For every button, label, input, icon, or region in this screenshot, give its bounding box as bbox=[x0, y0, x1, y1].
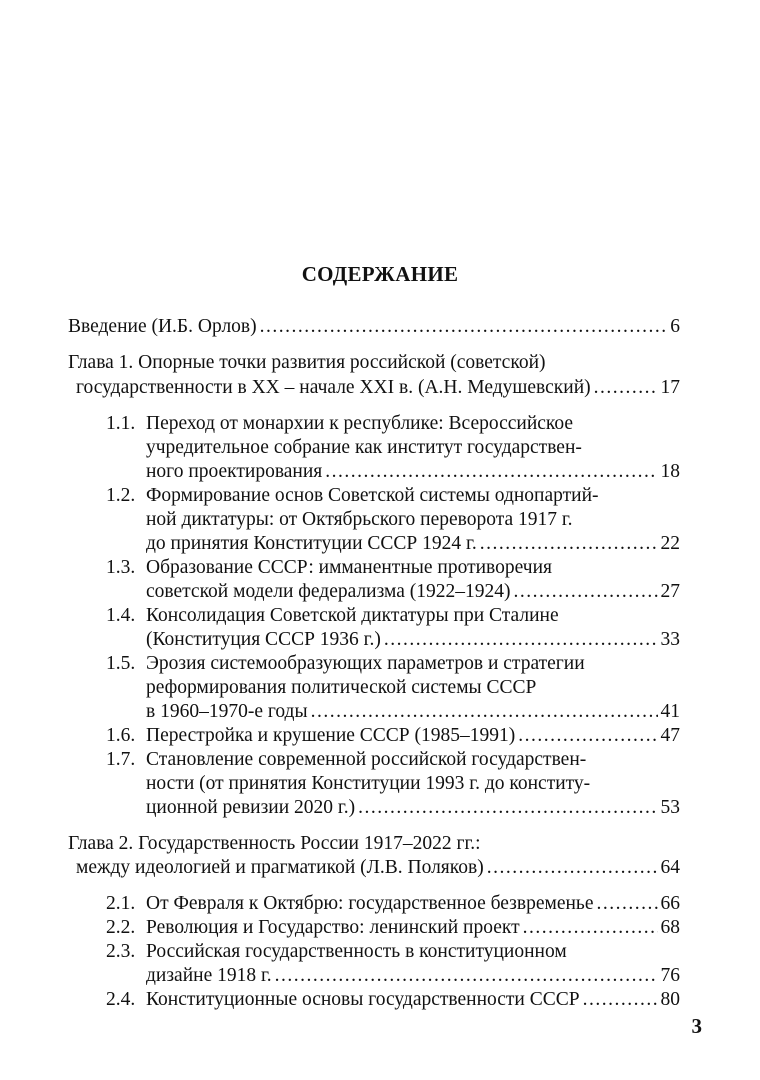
section-title-line: Становление современной российской государствен- bbox=[146, 749, 587, 770]
section-title-line: (Конституция СССР 1936 г.) bbox=[146, 629, 381, 650]
section-title-line: до принятия Конституции СССР 1924 г. bbox=[146, 533, 477, 554]
section-title-line: Переход от монархии к республике: Всероссийское bbox=[146, 413, 574, 434]
section-number: 1.1. bbox=[106, 413, 136, 434]
leader-dots bbox=[260, 316, 668, 338]
section-title-line: Консолидация Советской диктатуры при Сталине bbox=[146, 605, 559, 626]
section-title-line: ности (от принятия Конституции 1993 г. до конститу- bbox=[146, 773, 591, 794]
toc-section-1-1[interactable] bbox=[106, 413, 573, 435]
toc-section-1-7[interactable] bbox=[106, 749, 586, 771]
leader-dots bbox=[325, 461, 657, 483]
toc-heading: СОДЕРЖАНИЕ bbox=[301, 262, 459, 286]
leader-dots bbox=[487, 857, 658, 879]
section-number: 2.3. bbox=[106, 941, 136, 962]
section-number: 1.4. bbox=[106, 605, 136, 626]
toc-entry-title: между идеологией и прагматикой (Л.В. Поляков) bbox=[76, 857, 484, 878]
toc-entry-page: 6 bbox=[670, 316, 680, 337]
section-number: 1.6. bbox=[106, 725, 136, 746]
section-number: 1.5. bbox=[106, 653, 136, 674]
toc-section-2-4[interactable] bbox=[106, 989, 680, 1011]
leader-dots bbox=[596, 893, 657, 915]
toc-section-1-5[interactable] bbox=[106, 653, 585, 675]
leader-dots bbox=[480, 533, 658, 555]
toc-entry-page: 33 bbox=[660, 629, 680, 650]
section-number: 2.2. bbox=[106, 917, 136, 938]
leader-dots bbox=[523, 917, 658, 939]
toc-entry-page: 76 bbox=[660, 965, 680, 986]
leader-dots bbox=[358, 797, 657, 819]
toc-entry-page: 47 bbox=[660, 725, 680, 746]
toc-section-1-2-last[interactable] bbox=[146, 533, 680, 555]
toc-entry-page: 18 bbox=[660, 461, 680, 482]
toc-section-1-3-last[interactable] bbox=[146, 581, 680, 603]
section-title-line: Конституционные основы государственности СССР bbox=[146, 989, 580, 1010]
leader-dots bbox=[594, 377, 658, 399]
section-number: 2.1. bbox=[106, 893, 136, 914]
section-number: 1.3. bbox=[106, 557, 136, 578]
section-title-line: Эрозия системообразующих параметров и стратегии bbox=[146, 653, 585, 674]
toc-chapter1-line2[interactable] bbox=[76, 377, 680, 399]
section-number: 1.7. bbox=[106, 749, 136, 770]
toc-section-1-1-last[interactable] bbox=[146, 461, 680, 483]
section-title-line: ной диктатуры: от Октябрьского переворота 1917 г. bbox=[146, 509, 573, 530]
section-title-line: ного проектирования bbox=[146, 461, 323, 482]
section-title-line: Российская государственность в конституционном bbox=[146, 941, 567, 962]
section-title-line: учредительное собрание как институт государствен- bbox=[146, 437, 582, 458]
toc-entry-page: 66 bbox=[660, 893, 680, 914]
toc-entry-page: 53 bbox=[660, 797, 680, 818]
leader-dots bbox=[514, 581, 658, 603]
section-title-line: в 1960–1970-е годы bbox=[146, 701, 308, 722]
toc-chapter1-line1[interactable]: Глава 1. Опорные точки развития российской (советской) bbox=[68, 352, 546, 373]
section-title-line: Образование СССР: имманентные противоречия bbox=[146, 557, 552, 578]
leader-dots bbox=[583, 989, 658, 1011]
leader-dots bbox=[275, 965, 658, 987]
toc-section-1-3[interactable] bbox=[106, 557, 552, 579]
toc-section-2-2[interactable] bbox=[106, 917, 680, 939]
toc-entry-page: 22 bbox=[660, 533, 680, 554]
toc-section-1-5-last[interactable] bbox=[146, 701, 680, 723]
toc-section-1-7-last[interactable] bbox=[146, 797, 680, 819]
toc-entry-page: 17 bbox=[660, 377, 680, 398]
section-title-line: От Февраля к Октябрю: государственное безвременье bbox=[146, 893, 594, 914]
toc-entry-intro[interactable] bbox=[68, 316, 680, 338]
toc-section-1-6[interactable] bbox=[106, 725, 680, 747]
section-title-line: Перестройка и крушение СССР (1985–1991) bbox=[146, 725, 516, 746]
toc-section-1-4[interactable] bbox=[106, 605, 559, 627]
toc-section-2-3[interactable] bbox=[106, 941, 567, 963]
toc-section-2-3-last[interactable] bbox=[146, 965, 680, 987]
section-title-line: советской модели федерализма (1922–1924) bbox=[146, 581, 511, 602]
toc-entry-page: 41 bbox=[660, 701, 680, 722]
toc-chapter2-line2[interactable] bbox=[76, 857, 680, 879]
leader-dots bbox=[311, 701, 658, 723]
section-title-line: Формирование основ Советской системы однопартий- bbox=[146, 485, 599, 506]
section-title-line: дизайне 1918 г. bbox=[146, 965, 272, 986]
section-number: 2.4. bbox=[106, 989, 136, 1010]
toc-entry-page: 64 bbox=[660, 857, 680, 878]
toc-entry-page: 80 bbox=[660, 989, 680, 1010]
leader-dots bbox=[384, 629, 658, 651]
toc-section-1-2[interactable] bbox=[106, 485, 599, 507]
toc-entry-title: Введение (И.Б. Орлов) bbox=[68, 316, 257, 337]
section-title-line: Революция и Государство: ленинский проект bbox=[146, 917, 520, 938]
leader-dots bbox=[518, 725, 657, 747]
toc-entry-title: государственности в XX – начале XXI в. (А.Н. Медушевский) bbox=[76, 377, 591, 398]
page-number: 3 bbox=[691, 1014, 702, 1038]
section-title-line: ционной ревизии 2020 г.) bbox=[146, 797, 356, 818]
toc-entry-page: 27 bbox=[660, 581, 680, 602]
toc-section-2-1[interactable] bbox=[106, 893, 680, 915]
section-title-line: реформирования политической системы СССР bbox=[146, 677, 537, 698]
section-number: 1.2. bbox=[106, 485, 136, 506]
toc-entry-page: 68 bbox=[660, 917, 680, 938]
toc-chapter2-line1[interactable]: Глава 2. Государственность России 1917–2022 гг.: bbox=[68, 833, 481, 854]
toc-section-1-4-last[interactable] bbox=[146, 629, 680, 651]
